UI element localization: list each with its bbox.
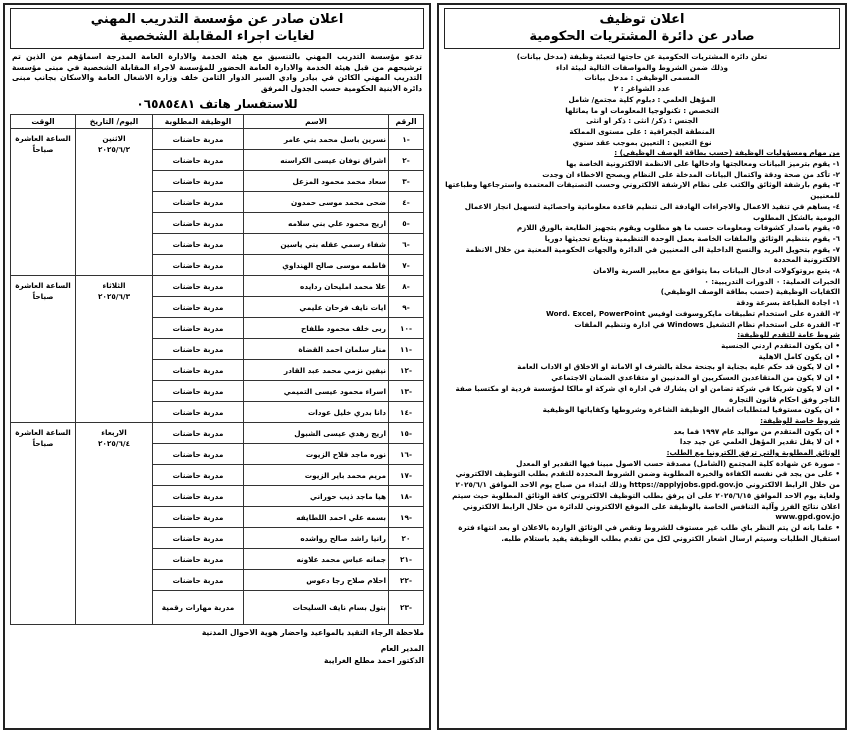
candidate-job: مدربة حاضنات	[153, 255, 244, 276]
interview-time-line2: صباحاً	[32, 145, 54, 154]
table-row	[11, 129, 424, 150]
ad-text-line: الخبرات العملية: ٠ الدورات التدريبية: ٠	[704, 276, 840, 286]
job-detail-line: عدد الشواغر : ٢	[613, 84, 671, 94]
ad-text-line: ٢- القدرة على استخدام تطبيقات مايكروسوفت اوفيس Word. Excel, PowerPoint	[545, 308, 840, 318]
candidate-name: بسمه علي احمد اللطايفه	[244, 507, 389, 528]
candidate-job: مدربة حاضنات	[153, 234, 244, 255]
candidate-name: ضحى محمد موسى حمدون	[244, 192, 389, 213]
row-number: -١٦	[389, 444, 424, 465]
row-number: -١٢	[389, 360, 424, 381]
candidate-job: مدربة حاضنات	[153, 381, 244, 402]
candidate-name: اريج زهدي عيسى الشبول	[244, 423, 389, 444]
training-ad-title	[10, 8, 424, 49]
table-row	[11, 423, 424, 444]
candidate-job: مدربة حاضنات	[153, 318, 244, 339]
row-number: -٢٣	[389, 591, 424, 625]
header-name: الاسم	[244, 115, 389, 129]
candidate-job: مدربة حاضنات	[153, 444, 244, 465]
candidate-job: مدربة حاضنات	[153, 465, 244, 486]
candidate-name: دانا بدري خليل عودات	[244, 402, 389, 423]
ad-text-line: ٨- يتبع بروتوكولات ادخال البيانات بما يتوافق مع معايير السرية والامان	[593, 266, 840, 276]
ad-text-line: • ان لا يكون شريكا في شركة تضامن او ان يشارك في ادارة اي شركة او مالكا لمؤسسة فردية او مكتسبا صفة التاجر وفق احكام قانون التجارة	[455, 383, 840, 404]
row-number: ٢٠	[389, 528, 424, 549]
signature-name: الدكتور احمد مطلع الغرايبة	[324, 656, 424, 665]
row-number: -١	[389, 129, 424, 150]
ad-text-line: • ان يكون المتقدم من مواليد عام ١٩٩٧ فما بعد	[673, 426, 840, 436]
interview-time-line1: الساعة العاشرة	[15, 428, 71, 437]
header-number: الرقم	[389, 115, 424, 129]
row-number: -١٧	[389, 465, 424, 486]
section-heading: الوثائق المطلوبة والتي ترفق الكترونيا مع الطلب:	[666, 448, 840, 458]
row-number: -١٨	[389, 486, 424, 507]
candidate-job: مدربة حاضنات	[153, 171, 244, 192]
candidate-name: احلام صلاح رجا دعوس	[244, 570, 389, 591]
candidate-job: مدربة حاضنات	[153, 570, 244, 591]
signature-block	[10, 643, 424, 667]
ad-text-line: ٢- تأكد من صحة ودقة واكتمال البيانات المدخلة على النظام ويصحح الاخطاء ان وجدت	[542, 169, 840, 179]
interview-day: الثلاثاء	[102, 281, 126, 290]
interview-time-line1: الساعة العاشرة	[15, 134, 71, 143]
candidate-job: مدربة حاضنات	[153, 339, 244, 360]
procurement-ad-title	[444, 8, 840, 49]
interview-day-date	[76, 423, 153, 625]
job-detail-line: المنطقة الجغرافية : على مستوى المملكة	[569, 126, 715, 136]
ad-text-line: ٣- القدرة على استخدام نظام التشغيل Windows في ادارة وتنظيم الملفات	[574, 319, 840, 329]
row-number: -٧	[389, 255, 424, 276]
row-number: -٣	[389, 171, 424, 192]
candidate-job: مدربة حاضنات	[153, 528, 244, 549]
row-number: -٨	[389, 276, 424, 297]
ad-text-line: - صورة عن شهادة كلية المجتمع (الشامل) مصدقة حسب الاصول مبينا فيها التقدير او المعدل	[516, 458, 840, 468]
interview-schedule-table	[10, 114, 424, 625]
training-interview-ad	[3, 3, 431, 730]
job-detail-line: تعلن دائرة المشتريات الحكومية عن حاجتها لتعبئة وظيفة (مدخل بيانات)	[516, 52, 768, 61]
candidate-name: اريج محمود علي بني سلامه	[244, 213, 389, 234]
row-number: -١٣	[389, 381, 424, 402]
candidate-name: اشراق نوفان عيسى الكراسنه	[244, 150, 389, 171]
candidate-name: نوره ماجد فلاح الزيوت	[244, 444, 389, 465]
ad-text-line: ٥- يقوم باصدار كشوفات ومعلومات حسب ما هو مطلوب ويقوم بتجهيز الطابعة بالورق اللازم	[516, 223, 840, 233]
candidate-job: مدربة حاضنات	[153, 549, 244, 570]
row-number: -٢	[389, 150, 424, 171]
header-job: الوظيفة المطلوبة	[153, 115, 244, 129]
candidate-job: مدربة حاضنات	[153, 423, 244, 444]
candidate-job: مدربة حاضنات	[153, 192, 244, 213]
interview-date: ٢٠٢٥/٦/٢	[97, 145, 131, 154]
row-number: -١٩	[389, 507, 424, 528]
candidate-name: نيفين نزمي محمد عبد القادر	[244, 360, 389, 381]
ad-text-line: ٤- يساهم في تنفيذ الاعمال والاجراءات الهادفة الى تنظيم قاعدة معلوماتية واحصائية لتسهيل انجاز الاعمال اليومية بالشكل المطلوب	[464, 201, 840, 222]
ad-text-line: ٣- يقوم بارشفة الوثائق والكتب على نظام الارشفة الالكتروني وحسب التصنيفات المعتمدة واسترجاعها وطباعتها للمعنيين	[445, 180, 840, 201]
section-heading: شروط عامة للتقدم للوظيفة:	[737, 330, 840, 340]
ad-text-line: • ان يكون مستوفيا لمتطلبات اشغال الوظيفة الشاغرة وشروطها وكفاياتها الوظيفية	[542, 405, 840, 415]
interview-time-line2: صباحاً	[32, 439, 54, 448]
row-number: -١٠	[389, 318, 424, 339]
interview-day: الاربعاء	[101, 428, 127, 437]
interview-time-line2: صباحاً	[32, 292, 54, 301]
candidate-job: مدربة حاضنات	[153, 402, 244, 423]
job-detail-line: المؤهل العلمي : دبلوم كلية مجتمع/ شامل	[568, 94, 716, 104]
candidate-job: مدربة مهارات رقمية	[153, 591, 244, 625]
candidate-name: هيا ماجد ذيب حوراني	[244, 486, 389, 507]
training-ad-title-line2: لغايات اجراء المقابلة الشخصية	[119, 29, 315, 44]
candidate-name: نسرين باسل محمد بني عامر	[244, 129, 389, 150]
procurement-job-ad	[437, 3, 847, 730]
candidate-name: اسراء محمود عيسى التميمي	[244, 381, 389, 402]
candidate-name: ربى خلف محمود طلفاح	[244, 318, 389, 339]
row-number: -٢١	[389, 549, 424, 570]
candidate-name: ايات نايف فرحان عليمي	[244, 297, 389, 318]
ad-text-line: ٦- يقوم بتنظيم الوثائق والملفات الخاصة بعمل الوحدة التنظيمية ويتابع تحديثها دوريا	[544, 233, 840, 243]
ad-text-line: • ان يكون كامل الاهلية	[758, 351, 840, 361]
header-day-date: اليوم/ التاريخ	[76, 115, 153, 129]
interview-time	[11, 129, 76, 276]
candidate-name: جمانه عباس محمد علاونه	[244, 549, 389, 570]
interview-date: ٢٠٢٥/٦/٤	[97, 439, 131, 448]
inquiry-phone: للاستفسار هاتف ٠٦٥٨٥٤٨١	[136, 97, 298, 111]
row-number: -٢٢	[389, 570, 424, 591]
table-row	[11, 276, 424, 297]
job-detail-line: التخصص : تكنولوجيا المعلومات او ما يماثلها	[565, 105, 719, 115]
ad-text-line: ٧- يقوم بتحويل البريد والنسخ الداخلية الى المعنيين في الدائرة والجهات الحكومية المعنية من خلال الانظمة الالكترونية المحددة	[465, 244, 840, 265]
ad-text-line: ١- اجادة الطباعة بسرعة ودقة	[736, 298, 840, 308]
candidate-job: مدربة حاضنات	[153, 276, 244, 297]
procurement-ad-body	[444, 52, 840, 544]
job-detail-line: نوع التعيين : التعيين بموجب عقد سنوي	[572, 137, 712, 147]
ad-text-line: • على من يجد في نفسه الكفاءة والخبرة المطلوبة وضمن الشروط المحددة للتقدم بطلب التوظيف الالكتروني من خلال الرابط الالكتروني https://applyjobs.gpd.gov.jo وذلك ابتداء من صباح يوم الاحد الموافق ٢٠٢٥/٦/١ ولغاية يوم الاحد الموافق ٢٠٢٥/٦/١٥ على ان يرفق بطلب التوظيف الالكتروني كافة الوثائق المطلوبة حيث سيتم اعلان نتائج الفرز وآلية التنافس الخاصة بالوظيفة على الموقع الالكتروني للدائرة من خلال الرابط الالكتروني www.gpd.gov.jo	[452, 469, 840, 522]
ad-text-line: • علما بانه لن يتم النظر باي طلب غير مستوف للشروط ونقص في الوثائق الواردة بالاعلان او بعد انتهاء فترة استقبال الطلبات وسيتم ارسال اشعار الكتروني لكل من تقدم بطلب الوظيفة يفيد باستلام طلبه.	[458, 522, 840, 543]
candidate-name: فاطمه موسى صالح الهنداوي	[244, 255, 389, 276]
job-detail-line: وذلك ضمن الشروط والمواصفات التالية لبيئة اداء	[555, 62, 729, 72]
candidate-job: مدربة حاضنات	[153, 297, 244, 318]
attendance-note: ملاحظة الرجاء التقيد بالمواعيد واحضار هوية الاحوال المدنية	[201, 628, 424, 637]
job-detail-line: الجنس : ذكر/ انثى : ذكر او انثى	[586, 116, 698, 126]
ad-text-line: • ان يكون المتقدم اردني الجنسية	[721, 340, 840, 350]
candidate-name: مريم محمد باير الزيوت	[244, 465, 389, 486]
interview-date: ٢٠٢٥/٦/٣	[97, 292, 131, 301]
candidate-name: رانيا راشد صالح رواشده	[244, 528, 389, 549]
signature-title: المدير العام	[380, 644, 424, 653]
candidate-name: سعاد محمد محمود المزعل	[244, 171, 389, 192]
interview-day: الاثنين	[102, 134, 126, 143]
ad-text-line: الكفايات الوظيفية (حسب بطاقة الوصف الوظيفي)	[660, 287, 840, 297]
candidate-job: مدربة حاضنات	[153, 129, 244, 150]
section-heading: من مهام ومسؤوليات الوظيفة (حسب بطاقة الوصف الوظيفي) :	[614, 148, 840, 158]
row-number: -١٤	[389, 402, 424, 423]
candidate-job: مدربة حاضنات	[153, 486, 244, 507]
row-number: -٦	[389, 234, 424, 255]
section-heading: شروط خاصة للوظيفة:	[760, 415, 840, 425]
ad-text-line: • ان لا يكون قد حكم عليه بجناية او بجنحة مخلة بالشرف او الامانة او الاخلاق او الاداب العامة	[517, 362, 840, 372]
candidate-name: منار سلمان احمد القضاة	[244, 339, 389, 360]
procurement-ad-title-line2: صادر عن دائرة المشتريات الحكومية	[529, 29, 755, 44]
interview-day-date	[76, 129, 153, 276]
row-number: -١٥	[389, 423, 424, 444]
candidate-job: مدربة حاضنات	[153, 213, 244, 234]
job-detail-line: المسمى الوظيفي : مدخل بيانات	[584, 73, 700, 83]
training-ad-intro: تدعو مؤسسة التدريب المهني بالتنسيق مع هيئة الخدمة والادارة العامة المدرجة اسماؤهم من الذين تم ترشيحهم من قبل هيئة الخدمة والادارة العامة الحضور للمؤسسة لاجراء المقابلة الشخصية في مبنى مؤسسة التدريب المهني الكائن في بيادر وادي السير الدوار الثامن خلف وزارة الاشغال العامة والاسكان بجانب مبنى دائرة الابنية الحكومية حسب الجدول المرفق	[12, 52, 422, 93]
header-time: الوقت	[11, 115, 76, 129]
schedule-header-row	[11, 115, 424, 129]
interview-day-date	[76, 276, 153, 423]
interview-time-line1: الساعة العاشرة	[15, 281, 71, 290]
row-number: -٥	[389, 213, 424, 234]
ad-text-line: • ان لا يقل تقدير المؤهل العلمي عن جيد جدا	[679, 437, 840, 447]
training-ad-title-line1: اعلان صادر عن مؤسسة التدريب المهني	[90, 12, 344, 27]
row-number: -٩	[389, 297, 424, 318]
candidate-name: بتول بسام نايف السليحات	[244, 591, 389, 625]
interview-time	[11, 423, 76, 625]
ad-text-line: • ان لا يكون من المتقاعدين العسكريين او المدنيين او متقاعدي الضمان الاجتماعي	[551, 373, 840, 383]
candidate-job: مدربة حاضنات	[153, 507, 244, 528]
candidate-name: علا محمد امليحان ردايده	[244, 276, 389, 297]
ad-text-line: ١- يقوم بترميز البيانات ومعالجتها وادخالها على الانظمة الالكترونية الخاصة بها	[566, 159, 840, 169]
row-number: -١١	[389, 339, 424, 360]
row-number: -٤	[389, 192, 424, 213]
procurement-ad-title-line1: اعلان توظيف	[599, 12, 685, 27]
candidate-job: مدربة حاضنات	[153, 150, 244, 171]
interview-time	[11, 276, 76, 423]
candidate-job: مدربة حاضنات	[153, 360, 244, 381]
candidate-name: شفاء رسمي عقله بني ياسين	[244, 234, 389, 255]
